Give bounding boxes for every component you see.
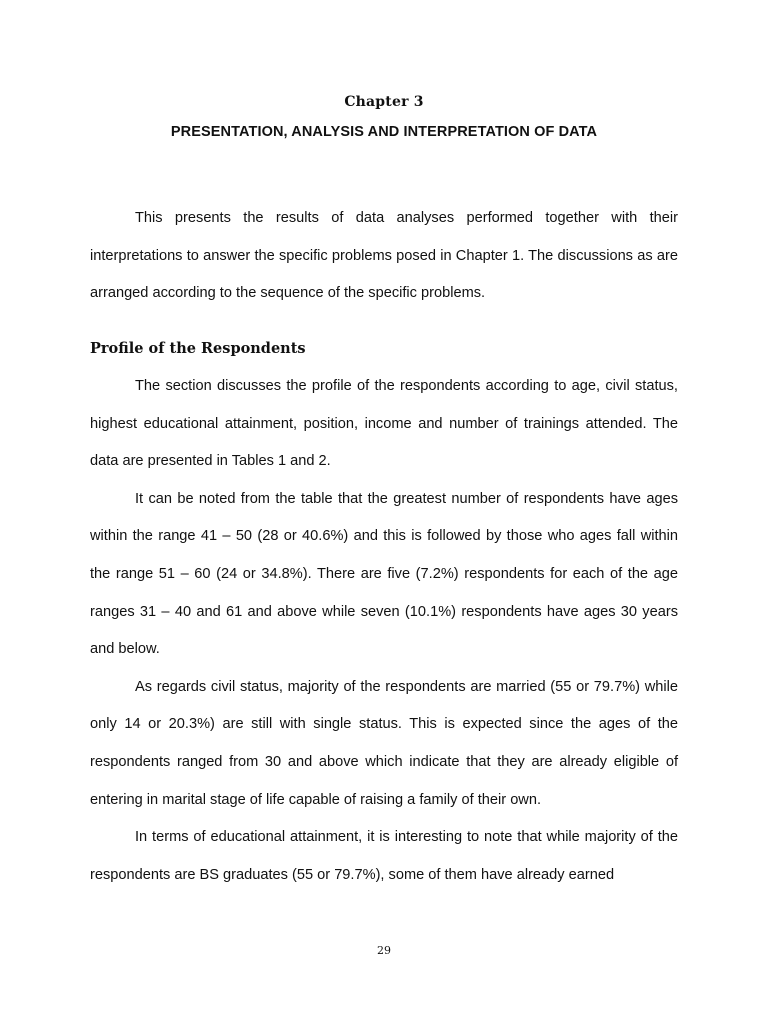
chapter-title: PRESENTATION, ANALYSIS AND INTERPRETATION OF DATA bbox=[170, 124, 598, 140]
body-paragraph-age-civil-status: The section discusses the profile of the respondents according to age, civil status, highest educational attainment, position, income and number of trainings attended. The data are presented in Tables 1 and 2. bbox=[90, 378, 678, 470]
page-number: 29 bbox=[377, 944, 391, 957]
chapter-label: Chapter 3 bbox=[344, 94, 424, 110]
intro-section bbox=[90, 200, 678, 313]
body-paragraph-age-ranges: It can be noted from the table that the greatest number of respondents have ages within the range 41 – 50 (28 or 40.6%) and this is followed by those who ages fall within the range 51 – 60 (24 or 34.8%). There are five (7.2%) respondents for each of the age ranges 31 – 40 and 61 and above while seven (10.1%) respondents have ages 30 years and below. bbox=[90, 490, 678, 658]
section-heading: Profile of the Respondents bbox=[90, 340, 306, 357]
intro-paragraph: This presents the results of data analyses performed together with their interpretations to answer the specific problems posed in Chapter 1. The discussions as are arranged according to the sequence of the specific problems. bbox=[90, 210, 678, 302]
body-paragraph-civil-status: As regards civil status, majority of the respondents are married (55 or 79.7%) while only 14 or 20.3%) are still with single status. This is expected since the ages of the respondents ranged from 30 and above which indicate that they are already eligible of entering in marital stage of life capable of raising a family of their own. bbox=[90, 678, 678, 808]
profile-section bbox=[90, 368, 678, 894]
body-paragraph-education: In terms of educational attainment, it is interesting to note that while majority of the respondents are BS graduates (55 or 79.7%), some of them have already earned bbox=[90, 829, 678, 883]
